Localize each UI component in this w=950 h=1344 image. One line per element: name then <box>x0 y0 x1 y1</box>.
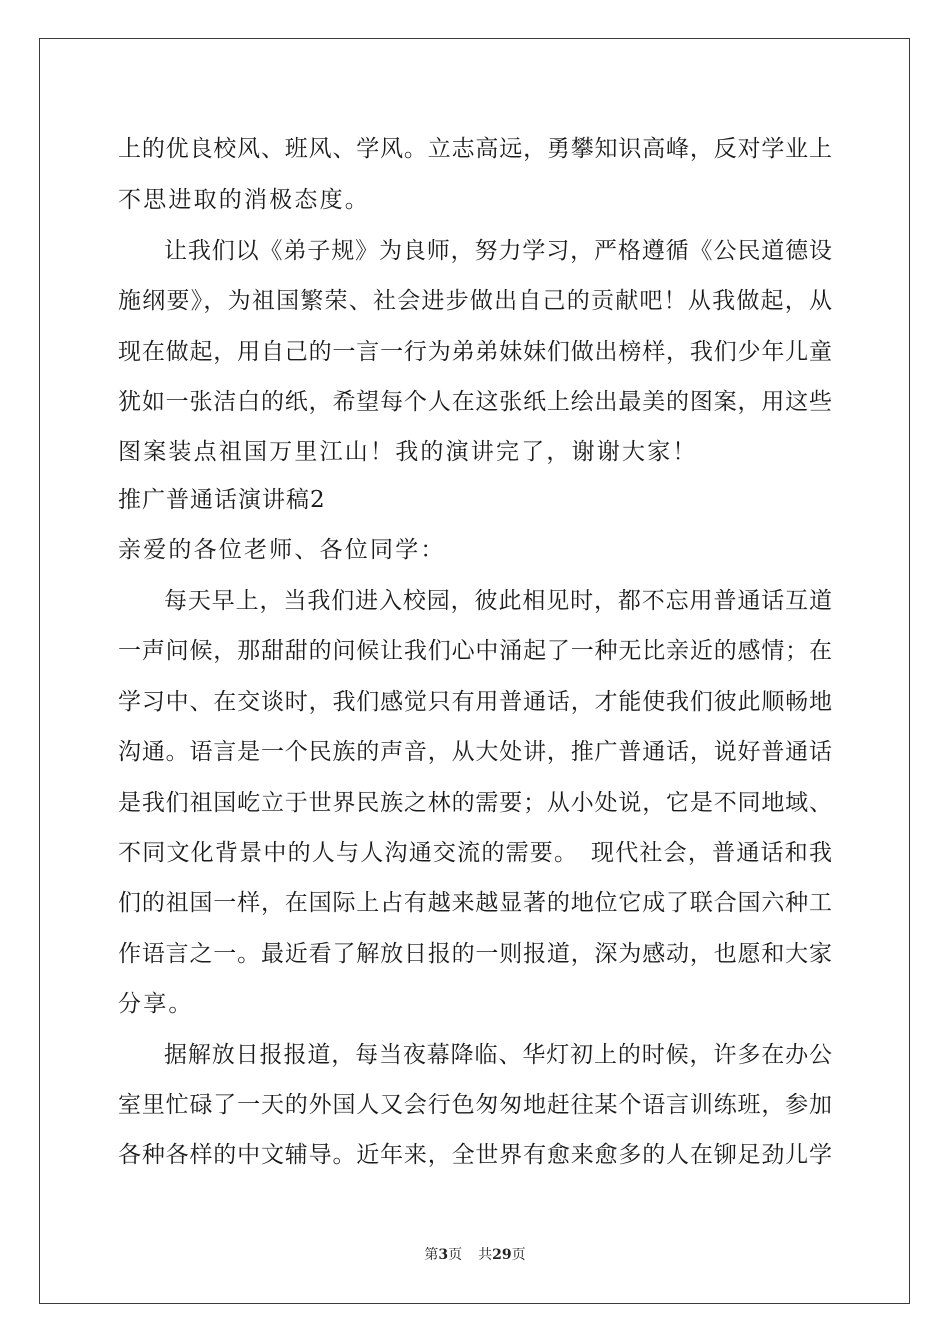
page-unit: 页 <box>448 1247 463 1263</box>
text-line: 图案装点祖国万里江山！我的演讲完了，谢谢大家！ <box>118 439 698 465</box>
text-line: 分享。 <box>118 991 194 1017</box>
total-prefix: 共 <box>478 1247 493 1263</box>
text-line: 作语言之一。最近看了解放日报的一则报道，深为感动，也愿和大家 <box>118 941 832 967</box>
text-line: 上的优良校风、班风、学风。立志高远，勇攀知识高峰，反对学业上 <box>118 136 832 162</box>
page-prefix: 第 <box>424 1247 439 1263</box>
text-line: 不同文化背景中的人与人沟通交流的需要。 现代社会，普通话和我 <box>118 840 832 866</box>
text-line: 一声问候，那甜甜的问候让我们心中涌起了一种无比亲近的感情；在 <box>118 638 832 664</box>
paragraph-first-line: 每天早上，当我们进入校园，彼此相见时，都不忘用普通话互道 <box>164 588 832 614</box>
text-line: 犹如一张洁白的纸，希望每个人在这张纸上绘出最美的图案，用这些 <box>118 389 832 415</box>
page-footer <box>0 1246 950 1264</box>
text-line: 现在做起，用自己的一言一行为弟弟妹妹们做出榜样，我们少年儿童 <box>118 339 832 365</box>
text-line: 室里忙碌了一天的外国人又会行色匆匆地赶往某个语言训练班，参加 <box>118 1092 832 1118</box>
text-line: 不思进取的消极态度。 <box>118 187 370 213</box>
text-line: 各种各样的中文辅导。近年来，全世界有愈来愈多的人在铆足劲儿学 <box>118 1142 832 1168</box>
page-current: 3 <box>438 1247 449 1263</box>
page-total: 29 <box>492 1247 512 1263</box>
total-unit: 页 <box>511 1247 526 1263</box>
text-line: 施纲要》，为祖国繁荣、社会进步做出自己的贡献吧！从我做起，从 <box>118 288 832 314</box>
salutation: 亲爱的各位老师、各位同学： <box>118 537 446 563</box>
text-line: 是我们祖国屹立于世界民族之林的需要；从小处说，它是不同地域、 <box>118 790 832 816</box>
paragraph-first-line: 让我们以《弟子规》为良师，努力学习，严格遵循《公民道德设 <box>164 238 832 264</box>
text-line: 沟通。语言是一个民族的声音，从大处讲，推广普通话，说好普通话 <box>118 739 832 765</box>
text-line: 学习中、在交谈时，我们感觉只有用普通话，才能使我们彼此顺畅地 <box>118 689 832 715</box>
paragraph-first-line: 据解放日报报道，每当夜幕降临、华灯初上的时候，许多在办公 <box>164 1042 832 1068</box>
section-title: 推广普通话演讲稿2 <box>118 487 326 513</box>
text-line: 们的祖国一样，在国际上占有越来越显著的地位它成了联合国六种工 <box>118 890 832 916</box>
